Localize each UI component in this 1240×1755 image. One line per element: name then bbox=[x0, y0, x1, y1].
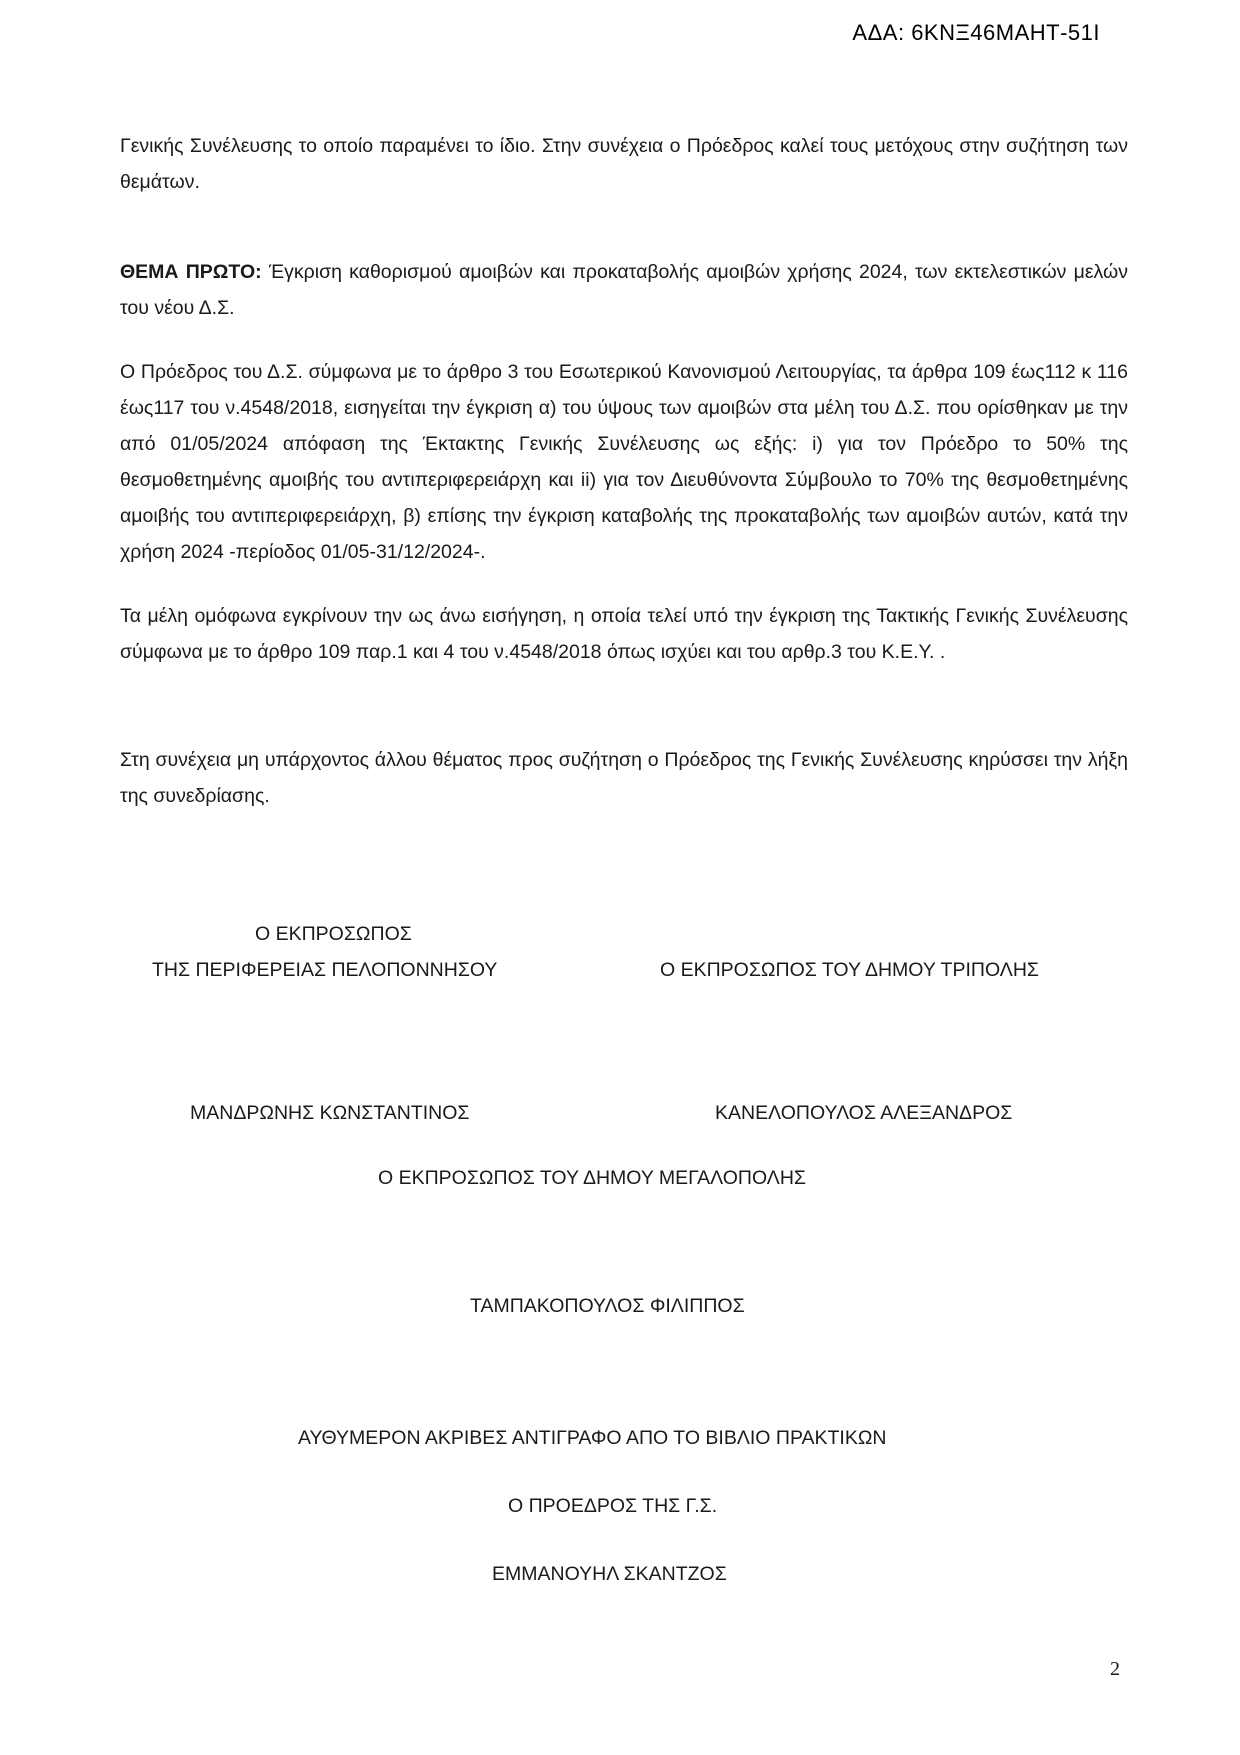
megalopoli-rep-title: Ο ΕΚΠΡΟΣΩΠΟΣ ΤΟΥ ΔΗΜΟΥ ΜΕΓΑΛΟΠΟΛΗΣ bbox=[378, 1167, 806, 1189]
approval-paragraph: Τα μέλη ομόφωνα εγκρίνουν την ως άνω εισήγηση, η οποία τελεί υπό την έγκριση της Τακτικής Γενικής Συνέλευσης σύμφωνα με το άρθρο 109 παρ.1 και 4 του ν.4548/2018 όπως ισχύει και του αρθρ.3 του Κ.Ε.Υ. . bbox=[120, 605, 1128, 663]
topic-label: ΘΕΜΑ ΠΡΩΤΟ: bbox=[120, 261, 262, 283]
proposal-paragraph: Ο Πρόεδρος του Δ.Σ. σύμφωνα με το άρθρο 3 του Εσωτερικού Κανονισμού Λειτουργίας, τα άρθρα 109 έως112 κ 116 έως117 του ν.4548/2018, εισηγείται την έγκριση α) του ύψους των αμοιβών στα μέλη του Δ.Σ. που ορίσθηκαν με την από 01/05/2024 απόφαση της Έκτακτης Γενικής Συνέλευσης ως εξής: i) για τον Πρόεδρο το 50% της θεσμοθετημένης αμοιβής του αντιπεριφερειάρχη και ii) για τον Διευθύνοντα Σύμβουλο το 70% της θεσμοθετημένης αμοιβής του αντιπεριφερειάρχη, β) επίσης την έγκριση καταβολής της προκαταβολής των αμοιβών αυτών, κατά την χρήση 2024 -περίοδος 01/05-31/12/2024-. bbox=[120, 361, 1128, 563]
intro-paragraph: Γενικής Συνέλευσης το οποίο παραμένει το ίδιο. Στην συνέχεια ο Πρόεδρος καλεί τους μετόχους στην συζήτηση των θεμάτων. bbox=[120, 135, 1128, 193]
topic-text: Έγκριση καθορισμού αμοιβών και προκαταβολής αμοιβών χρήσης 2024, των εκτελεστικών μελών του νέου Δ.Σ. bbox=[120, 261, 1128, 319]
copy-note: ΑΥΘΥΜΕΡΟΝ ΑΚΡΙΒΕΣ ΑΝΤΙΓΡΑΦΟ ΑΠΟ ΤΟ ΒΙΒΛΙΟ ΠΡΑΚΤΙΚΩΝ bbox=[298, 1427, 887, 1449]
megalopoli-rep-name: ΤΑΜΠΑΚΟΠΟΥΛΟΣ ΦΙΛΙΠΠΟΣ bbox=[470, 1295, 745, 1317]
chair-name: ΕΜΜΑΝΟΥΗΛ ΣΚΑΝΤΖΟΣ bbox=[492, 1563, 727, 1585]
closing-paragraph: Στη συνέχεια μη υπάρχοντος άλλου θέματος προς συζήτηση ο Πρόεδρος της Γενικής Συνέλευσης κηρύσσει την λήξη της συνεδρίασης. bbox=[120, 749, 1128, 807]
page-number: 2 bbox=[1110, 1658, 1120, 1680]
region-rep-name: ΜΑΝΔΡΩΝΗΣ ΚΩΝΣΤΑΝΤΙΝΟΣ bbox=[190, 1102, 470, 1124]
ada-code: ΑΔΑ: 6ΚΝΞ46ΜΑΗΤ-51Ι bbox=[852, 20, 1100, 45]
tripoli-rep-name: ΚΑΝΕΛΟΠΟΥΛΟΣ ΑΛΕΞΑΝΔΡΟΣ bbox=[715, 1102, 1013, 1124]
topic-paragraph bbox=[120, 254, 1128, 326]
region-rep-title-line1: Ο ΕΚΠΡΟΣΩΠΟΣ bbox=[255, 923, 412, 945]
chair-title: Ο ΠΡΟΕΔΡΟΣ ΤΗΣ Γ.Σ. bbox=[508, 1495, 718, 1517]
tripoli-rep-title: Ο ΕΚΠΡΟΣΩΠΟΣ ΤΟΥ ΔΗΜΟΥ ΤΡΙΠΟΛΗΣ bbox=[660, 959, 1039, 981]
region-rep-title-line2: ΤΗΣ ΠΕΡΙΦΕΡΕΙΑΣ ΠΕΛΟΠΟΝΝΗΣΟΥ bbox=[152, 959, 498, 981]
